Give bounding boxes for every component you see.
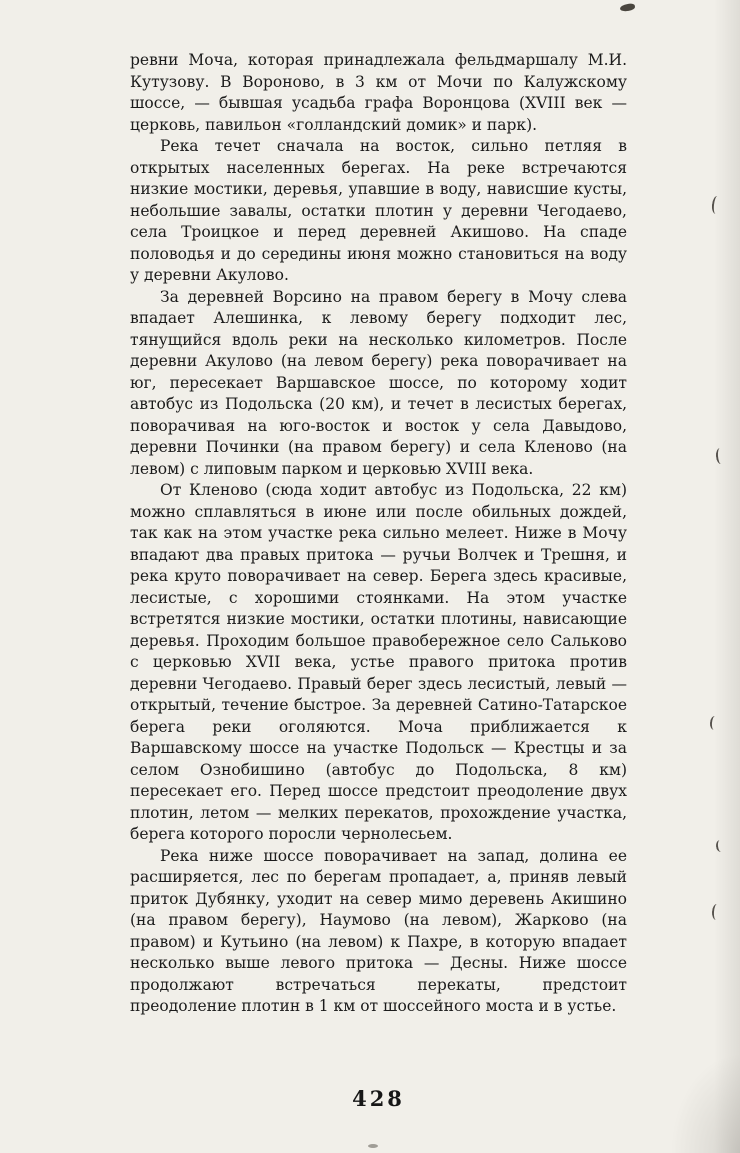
scan-artifact: [620, 3, 636, 12]
scan-artifact: [715, 840, 725, 853]
paragraph: От Кленово (сюда ходит автобус из Подольска, 22 км) можно сплавляться в июне или после обильных дождей, так как на этом участке река сильно мелеет. Ниже в Мочу впадают два правых притока — ручьи Волчек и Трешня, и река круто поворачивает на север. Берега здесь красивые, лесистые, с хорошими стоянками. На этом участке встретятся низкие мостики, остатки плотины, нависающие деревья. Проходим большое правобережное село Сальково с церковью XVII века, устье правого притока против деревни Чегодаево. Правый берег здесь лесистый, левый — открытый, течение быстрое. За деревней Сатино-Татарское берега реки оголяются. Моча приближается к Варшавскому шоссе на участке Подольск — Крестцы и за селом Ознобишино (автобус до Подольска, 8 км) пересекает его. Перед шоссе предстоит преодоление двух плотин, летом — мелких перекатов, прохождение участка, берега которого поросли чернолесьем.: [130, 481, 627, 843]
paragraph: За деревней Ворсино на правом берегу в Мочу слева впадает Алешинка, к левому берегу подходит лес, тянущийся вдоль реки на несколько километров. После деревни Акулово (на левом берегу) река поворачивает на юг, пересекает Варшавское шоссе, по которому ходит автобус из Подольска (20 км), и течет в лесистых берегах, поворачивая на юго-восток и восток у села Давыдово, деревни Починки (на правом берегу) и села Кленово (на левом) с липовым парком и церковью XVIII века.: [130, 287, 627, 478]
page-number: 428: [352, 1086, 405, 1111]
scan-corner-smudge: [670, 1053, 740, 1153]
paragraph: Река ниже шоссе поворачивает на запад, долина ее расширяется, лес по берегам пропадает, а, приняв левый приток Дубянку, уходит на север мимо деревень Акишино (на правом берегу), Наумово (на левом), Жарково (на правом) и Кутьино (на левом) к Пахре, в которую впадает несколько выше левого притока — Десны. Ниже шоссе продолжают встречаться перекаты, предстоит преодоление плотин в 1 км от шоссейного моста и в устье.: [130, 846, 627, 1015]
paragraph: Река течет сначала на восток, сильно петляя в открытых населенных берегах. На реке встречаются низкие мостики, деревья, упавшие в воду, нависшие кусты, небольшие завалы, остатки плотин у деревни Чегодаево, села Троицкое и перед деревней Акишово. На спаде половодья и до середины июня можно становиться на воду у деревни Акулово.: [130, 137, 627, 284]
scan-edge-shadow: [714, 0, 740, 1153]
paragraph-continuation: ревни Моча, которая принадлежала фельдмаршалу М.И. Кутузову. В Вороново, в 3 км от Мочи по Калужскому шоссе, — бывшая усадьба графа Воронцова (XVIII век — церковь, павильон «голландский домик» и парк).: [130, 51, 627, 134]
scan-artifact: [711, 196, 722, 215]
body-text: [130, 50, 627, 1018]
scan-artifact: [711, 904, 721, 921]
scan-artifact: [368, 1144, 378, 1148]
scan-artifact: [709, 716, 719, 731]
scan-artifact: [715, 448, 725, 465]
